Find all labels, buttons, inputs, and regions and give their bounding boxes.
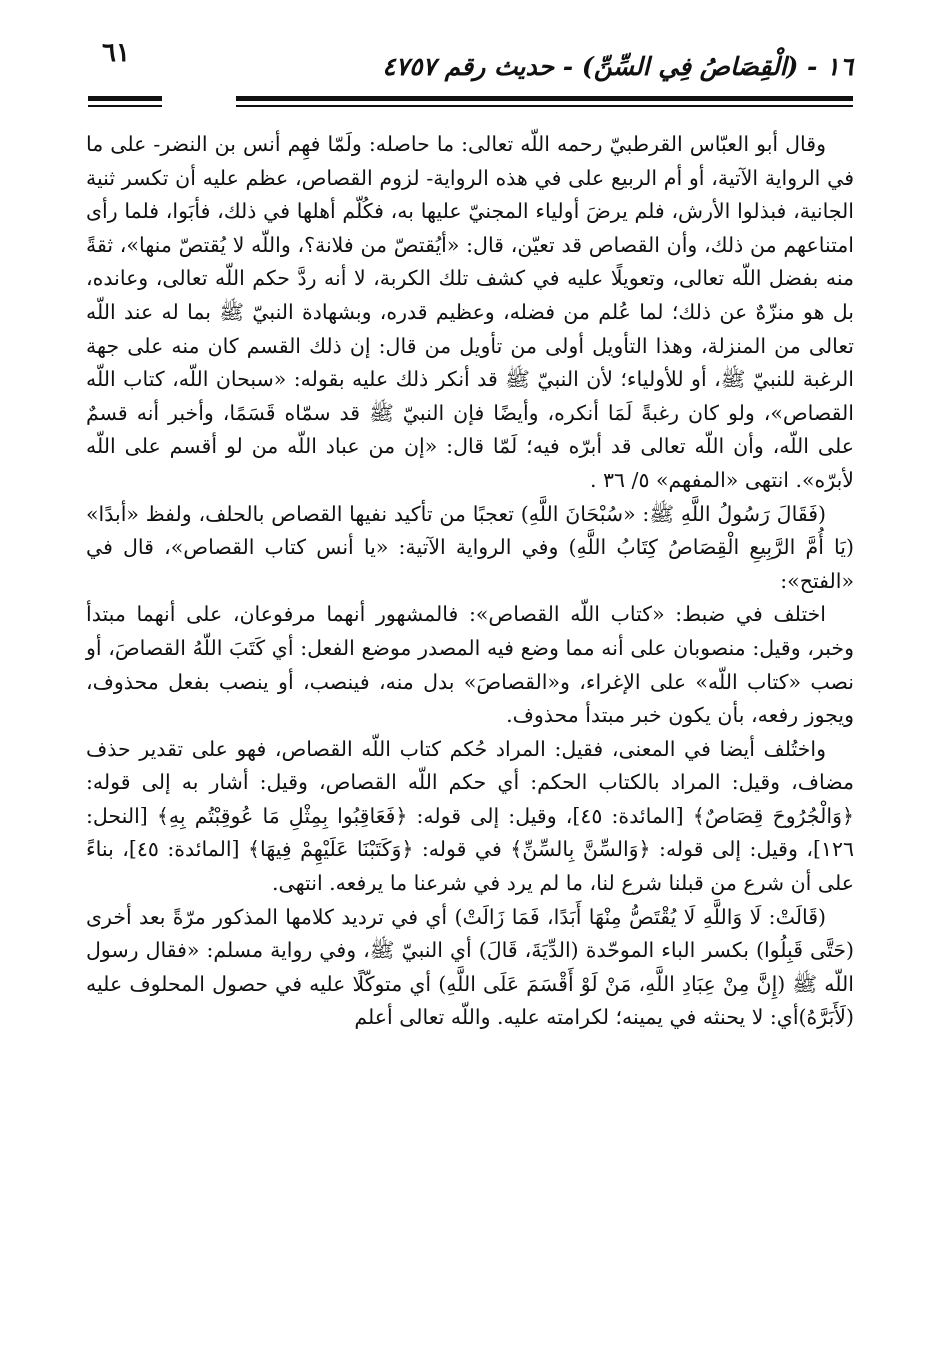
header-rule-right-thick: [236, 96, 853, 101]
header-rule-left-thin: [88, 105, 162, 107]
header-rule-right-thin: [236, 105, 853, 107]
paragraph-3: اختلف في ضبط: «كتاب اللّه القصاص»: فالمشهور أنهما مرفوعان، على أنهما مبتدأ وخبر، وقيل: منصوبان على أنه مما وضع فيه المصدر موضع الفعل: أي كَتَبَ اللّهُ القصاصَ، أو نصب «كتاب اللّه» على الإغراء، و«القصاصَ» بدل منه، فينصب، أو ينصب بفعل محذوف، ويجوز رفعه، بأن يكون خبر مبتدأ محذوف.: [86, 602, 854, 728]
paragraph-2: (فَقَالَ رَسُولُ اللَّهِ ﷺ: «سُبْحَانَ اللَّهِ) تعجبًا من تأكيد نفيها القصاص بالحلف، ولفظ «أبدًا» (يَا أُمَّ الرَّبِيعِ الْقِصَاصُ كِتَابُ اللَّهِ) وفي الرواية الآتية: «يا أنس كتاب القصاص»، قال في «الفتح»:: [86, 501, 854, 593]
chapter-title: ١٦ - (الْقِصَاصُ فِي السِّنِّ) - حديث رقم ٤٧٥٧: [382, 52, 853, 81]
page-header: [88, 44, 853, 114]
header-rule-left-thick: [88, 96, 162, 101]
paragraph-5: (قَالَتْ: لَا وَاللَّهِ لَا يُقْتَصُّ مِنْهَا أَبَدًا، فَمَا زَالَتْ) أي في ترديد كلامها المذكور مرّةً بعد أخرى (حَتَّى قَبِلُوا) بكسر الباء الموحّدة (الدِّيَةَ، قَالَ) أي النبيّ ﷺ، وفي رواية مسلم: «فقال رسول اللّه ﷺ (إِنَّ مِنْ عِبَادِ اللَّهِ، مَنْ لَوْ أَقْسَمَ عَلَى اللَّهِ) أي متوكّلًا عليه في حصول المحلوف عليه (لَأَبَرَّهُ)أي: لا يحنثه في يمينه؛ لكرامته عليه. واللّه تعالى أعلم: [86, 904, 854, 1030]
paragraph-4: واختُلف أيضا في المعنى، فقيل: المراد حُكم كتاب اللّه القصاص، فهو على تقدير حذف مضاف، وقيل: المراد بالكتاب الحكم: أي حكم اللّه القصاص، وقيل: أشار به إلى قوله: ﴿وَالْجُرُوحَ قِصَاصٌ﴾ [المائدة: ٤٥]، وقيل: إلى قوله: ﴿فَعَاقِبُوا بِمِثْلِ مَا عُوقِبْتُم بِهِ﴾ [النحل: ١٢٦]، وقيل: إلى قوله: ﴿وَالسِّنَّ بِالسِّنِّ﴾ في قوله: ﴿وَكَتَبْنَا عَلَيْهِمْ فِيهَا﴾ [المائدة: ٤٥]، بناءً على أن شرع من قبلنا شرع لنا، ما لم يرد في شرعنا ما يرفعه. انتهى.: [86, 736, 854, 896]
body-text: [86, 128, 854, 1035]
paragraph-1: وقال أبو العبّاس القرطبيّ رحمه اللّه تعالى: ما حاصله: ولَمّا فهِم أنس بن النضر- على ما في الرواية الآتية، أو أم الربيع على في هذه الرواية- لزوم القصاص، عظم عليه أن تكسر ثنية الجانية، فبذلوا الأرش، فلم يرضَ أولياء المجنيّ عليها به، فكُلّم أهلها في ذلك، فأبَوا، فلما رأى امتناعهم من ذلك، وأن القصاص قد تعيّن، قال: «أيُقتصّ من فلانة؟، واللّه لا يُقتصّ منها»، ثقةً منه بفضل اللّه تعالى، وتعويلًا عليه في كشف تلك الكربة، لا أنه ردَّ حكم اللّه تعالى، وعانده، بل هو منزّهٌ عن ذلك؛ لما عُلم من فضله، وعظيم قدره، وبشهادة النبيّ ﷺ بما له عند اللّه تعالى من المنزلة، وهذا التأويل أولى من تأويل من قال: إن ذلك القسم كان منه على جهة الرغبة للنبيّ ﷺ، أو للأولياء؛ لأن النبيّ ﷺ قد أنكر ذلك عليه بقوله: «سبحان اللّه، كتاب اللّه القصاص»، ولو كان رغبةً لَمَا أنكره، وأيضًا فإن النبيّ ﷺ قد سمّاه قَسَمًا، وأخبر أنه قسمٌ على اللّه، وأن اللّه تعالى قد أبرّه فيه؛ لَمّا قال: «إن من عباد اللّه من لو أقسم على اللّه لأبرّه». انتهى «المفهم» ٥/ ٣٦ .: [86, 132, 854, 492]
page-number: ٦١: [102, 38, 130, 68]
